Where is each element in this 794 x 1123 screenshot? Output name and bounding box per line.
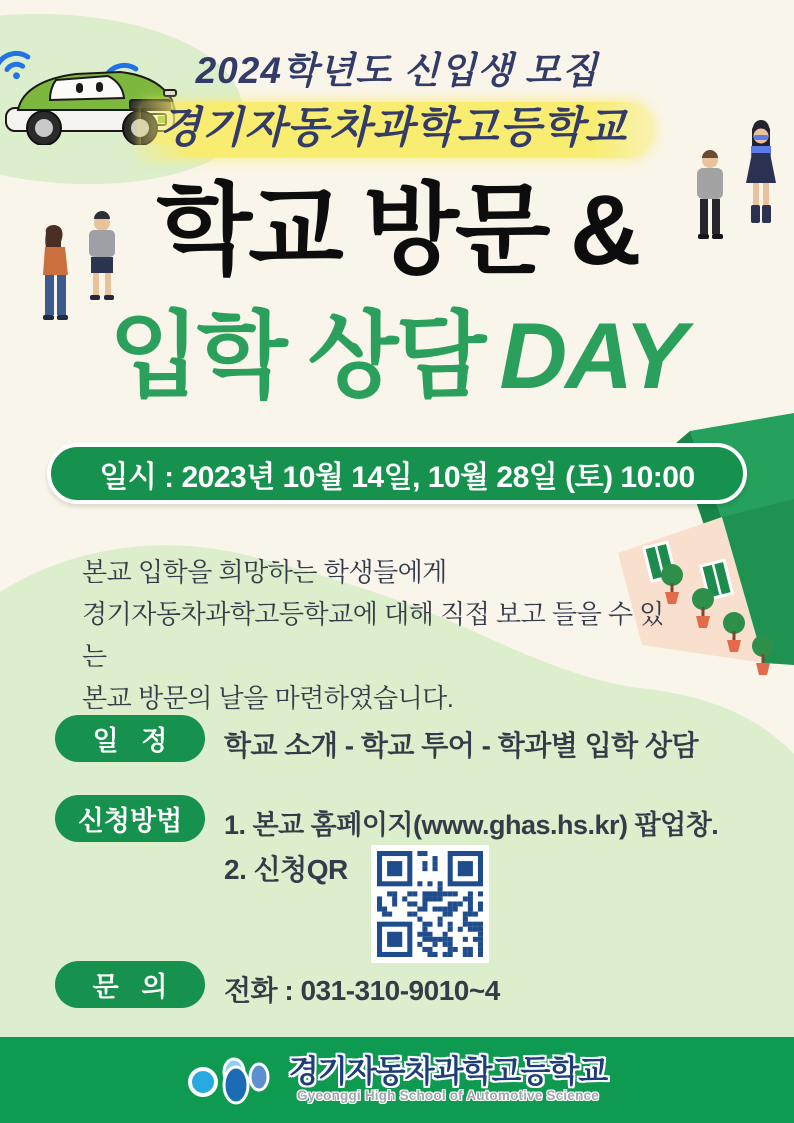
poster-title-line2-ko: 입학 상담 xyxy=(109,303,484,408)
recruit-year-line: 2024학년도 신입생 모집 xyxy=(195,50,599,91)
logo-school-name-ko: 경기자동차과학고등학교 xyxy=(288,1054,608,1089)
school-logo xyxy=(187,1052,607,1108)
intro-paragraph xyxy=(82,551,682,719)
logo-circles-icon xyxy=(187,1052,283,1108)
apply-step1-text: 1. 본교 홈페이지(www.ghas.hs.kr) 팝업창. xyxy=(224,810,719,840)
contact-phone-text: 전화 : 031-310-9010~4 xyxy=(224,975,500,1006)
intro-line: 경기자동차과학고등학교에 대해 직접 보고 들을 수 있는 xyxy=(82,599,664,671)
intro-line: 본교 입학을 희망하는 학생들에게 xyxy=(82,557,447,587)
logo-school-name-en: Gyeonggi High School of Automotive Science xyxy=(297,1088,599,1103)
poster-title-line2 xyxy=(0,303,794,408)
yellow-highlight: 경기자동차과학고등학교 xyxy=(141,102,653,158)
intro-line: 본교 방문의 날을 마련하였습니다. xyxy=(82,683,454,713)
logo-text xyxy=(288,1054,608,1103)
poster-title-line2-day: DAY xyxy=(499,303,685,408)
school-name-highlight-line xyxy=(0,94,794,155)
contact-label-pill: 문 의 xyxy=(55,961,205,1008)
apply-label-pill: 신청방법 xyxy=(55,795,205,842)
apply-step2-text: 2. 신청QR xyxy=(224,854,348,885)
poster-title-line1: 학교 방문 & xyxy=(156,174,638,285)
schedule-label-pill: 일 정 xyxy=(55,715,205,762)
qr-code xyxy=(371,845,489,963)
footer-band xyxy=(0,1037,794,1123)
schedule-text: 학교 소개 - 학교 투어 - 학과별 입학 상담 xyxy=(224,730,699,761)
date-badge: 일시 : 2023년 10월 14일, 10월 28일 (토) 10:00 xyxy=(47,443,747,504)
